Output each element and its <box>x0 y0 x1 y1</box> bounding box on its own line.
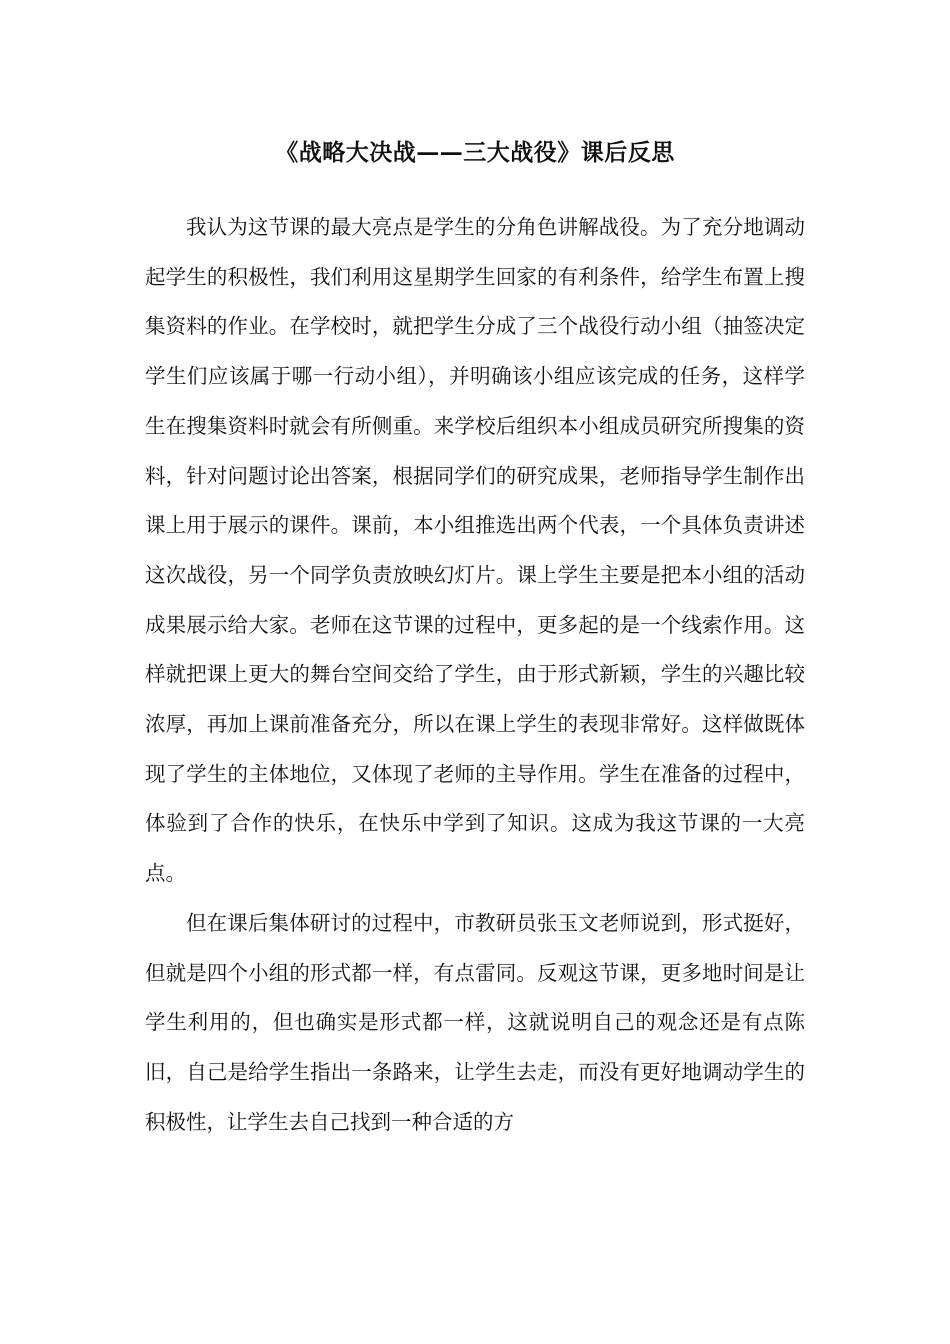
document-title: 《战略大决战——三大战役》课后反思 <box>275 139 675 166</box>
paragraph-2: 但在课后集体研讨的过程中，市教研员张玉文老师说到，形式挺好，但就是四个小组的形式都一样，有点雷同。反观这节课，更多地时间是让学生利用的，但也确实是形式都一样，这就说明自己的观念还是有点陈旧，自己是给学生指出一条路来，让学生去走，而没有更好地调动学生的积极性，让学生去自己找到一种合适的方 <box>145 910 805 1134</box>
paragraph-1: 我认为这节课的最大亮点是学生的分角色讲解战役。为了充分地调动起学生的积极性，我们利用这星期学生回家的有利条件，给学生布置上搜集资料的作业。在学校时，就把学生分成了三个战役行动小组（抽签决定学生们应该属于哪一行动小组），并明确该小组应该完成的任务，这样学生在搜集资料时就会有所侧重。来学校后组织本小组成员研究所搜集的资料，针对问题讨论出答案，根据同学们的研究成果，老师指导学生制作出课上用于展示的课件。课前，本小组推选出两个代表，一个具体负责讲述这次战役，另一个同学负责放映幻灯片。课上学生主要是把本小组的活动成果展示给大家。老师在这节课的过程中，更多起的是一个线索作用。这样就把课上更大的舞台空间交给了学生，由于形式新颖，学生的兴趣比较浓厚，再加上课前准备充分，所以在课上学生的表现非常好。这样做既体现了学生的主体地位，又体现了老师的主导作用。学生在准备的过程中，体验到了合作的快乐，在快乐中学到了知识。这成为我这节课的一大亮点。 <box>145 215 805 886</box>
document-body <box>145 203 805 1147</box>
